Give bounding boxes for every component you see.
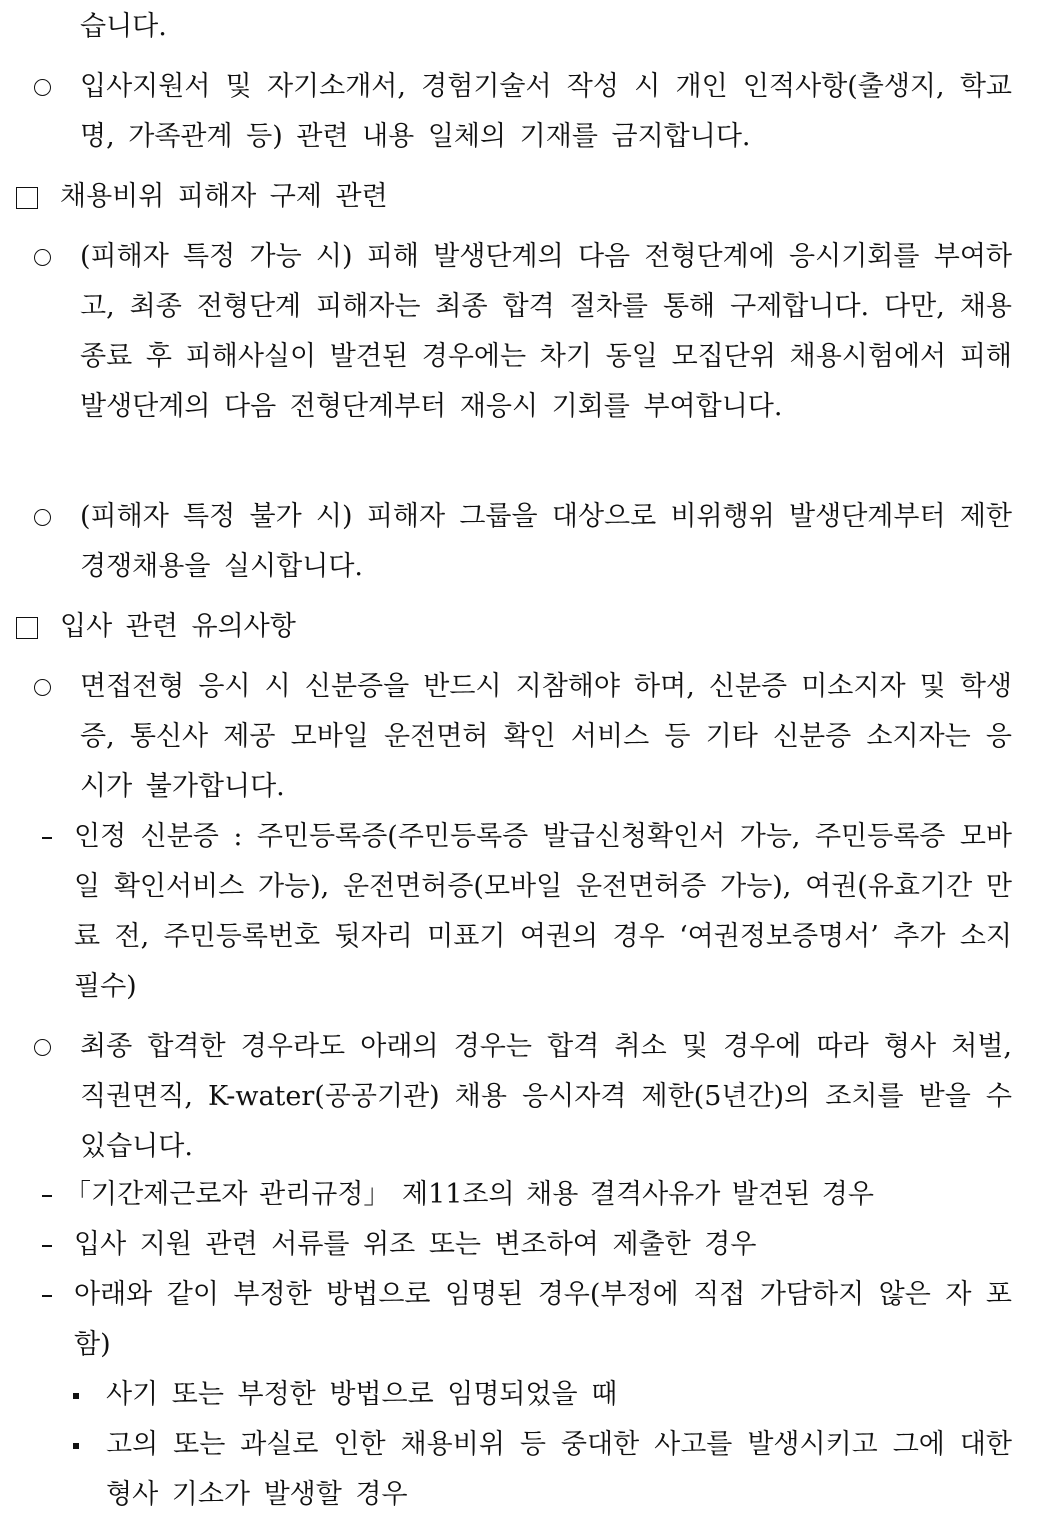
- dash-bullet-icon: [42, 1195, 52, 1197]
- square-bullet-icon: [16, 617, 38, 639]
- paragraph-text: (피해자 특정 가능 시) 피해 발생단계의 다음 전형단계에 응시기회를 부여하고, 최종 전형단계 피해자는 최종 합격 절차를 통해 구제합니다. 다만, 채용 종료 후 피해사실이 발견된 경우에는 차기 동일 모집단위 채용시험에서 피해 발생단계의 다음 전형단계부터 재응시 기회를 부여합니다.: [80, 241, 1012, 422]
- paragraph-text: 최종 합격한 경우라도 아래의 경우는 합격 취소 및 경우에 따라 형사 처벌, 직권면직, K-water(공공기관) 채용 응시자격 제한(5년간)의 조치를 받을 수 있습니다.: [80, 1031, 1012, 1162]
- bullet-item-serious-incident: [0, 1420, 1040, 1520]
- circle-item-victim-identified: [0, 232, 1040, 482]
- square-bullet-icon: [16, 187, 38, 209]
- paragraph-text: 입사 지원 관련 서류를 위조 또는 변조하여 제출한 경우: [74, 1229, 757, 1260]
- section-heading-notes: [0, 602, 1040, 652]
- paragraph-text: 아래와 같이 부정한 방법으로 임명된 경우(부정에 직접 가담하지 않은 자 포함): [74, 1279, 1012, 1360]
- circle-bullet-icon: [34, 249, 51, 266]
- dash-item-accepted-ids: [0, 812, 1040, 1012]
- paragraph-text: 면접전형 응시 시 신분증을 반드시 지참해야 하며, 신분증 미소지자 및 학생증, 통신사 제공 모바일 운전면허 확인 서비스 등 기타 신분증 소지자는 응시가 불가합니다.: [80, 671, 1012, 802]
- circle-item-victim-unidentified: [0, 492, 1040, 592]
- dash-bullet-icon: [42, 1245, 52, 1247]
- dash-item-article-11: [0, 1170, 1040, 1220]
- dash-item-improper-appointment: [0, 1270, 1040, 1370]
- paragraph-text: 고의 또는 과실로 인한 채용비위 등 중대한 사고를 발생시키고 그에 대한 형사 기소가 발생할 경우: [106, 1429, 1012, 1510]
- dash-bullet-icon: [42, 837, 52, 839]
- paragraph-text: 인정 신분증 : 주민등록증(주민등록증 발급신청확인서 가능, 주민등록증 모바일 확인서비스 가능), 운전면허증(모바일 운전면허증 가능), 여권(유효기간 만료 전, 주민등록번호 뒷자리 미표기 여권의 경우 ‘여권정보증명서’ 추가 소지 필수): [74, 821, 1012, 1002]
- paragraph-text: 「기간제근로자 관리규정」 제11조의 채용 결격사유가 발견된 경우: [64, 1179, 874, 1210]
- circle-item-id-required: [0, 662, 1040, 812]
- small-square-bullet-icon: [73, 1393, 79, 1399]
- circle-item-disqualification: [0, 1022, 1040, 1172]
- circle-bullet-icon: [34, 509, 51, 526]
- dash-item-forged-documents: [0, 1220, 1040, 1270]
- paragraph-text: (피해자 특정 불가 시) 피해자 그룹을 대상으로 비위행위 발생단계부터 제한경쟁채용을 실시합니다.: [80, 501, 1012, 582]
- section-heading-text: 입사 관련 유의사항: [60, 611, 296, 642]
- small-square-bullet-icon: [73, 1443, 79, 1449]
- dash-bullet-icon: [42, 1295, 52, 1297]
- paragraph-text: 습니다.: [80, 11, 167, 42]
- circle-item-personal-info: [0, 62, 1040, 162]
- circle-bullet-icon: [34, 79, 51, 96]
- section-heading-text: 채용비위 피해자 구제 관련: [60, 181, 388, 212]
- bullet-item-fraud: [0, 1370, 1040, 1420]
- paragraph-text: 사기 또는 부정한 방법으로 임명되었을 때: [106, 1379, 618, 1410]
- section-heading-victim-relief: [0, 172, 1040, 222]
- circle-bullet-icon: [34, 679, 51, 696]
- paragraph-text: 입사지원서 및 자기소개서, 경험기술서 작성 시 개인 인적사항(출생지, 학교명, 가족관계 등) 관련 내용 일체의 기재를 금지합니다.: [80, 71, 1012, 152]
- continuation-text-block: [0, 2, 1040, 52]
- circle-bullet-icon: [34, 1039, 51, 1056]
